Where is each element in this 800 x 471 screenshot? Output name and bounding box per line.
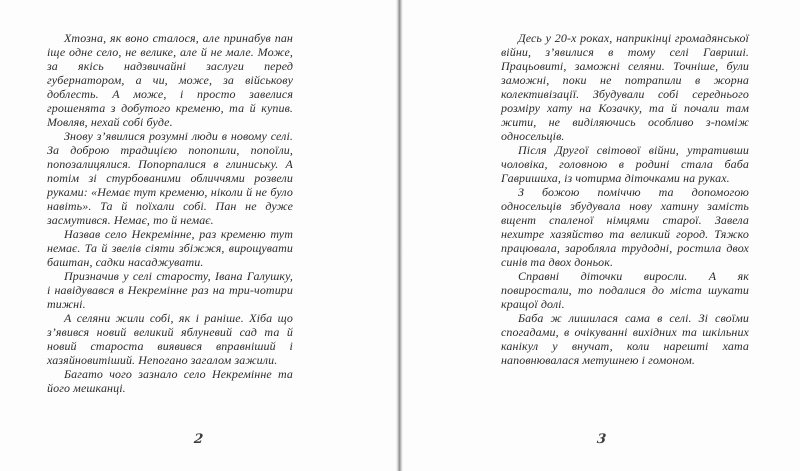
paragraph: З божою поміччю та допомогою односельців збудувала нову хатину замість вщент спаленої німцями старої. Завела нехитре хазяйство та великий город. Тяжко працювала, заробляла трудодні, ростила двох синів та двох доньок. xyxy=(501,185,749,269)
page-right xyxy=(403,0,800,471)
paragraph: Десь у 20-х роках, наприкінці громадянської війни, з’явилися в тому селі Гавриші. Працьовиті, заможні селяни. Точніше, були заможні, поки не потрапили в жорна колективізації. Збудували собі середнього розміру хату на Козачку, та й почали там жити, не виділяючись особливо з-поміж односельців. xyxy=(501,31,749,143)
page-number-left: 2 xyxy=(193,432,204,447)
page-left xyxy=(0,0,397,471)
paragraph: Знову з’явилися розумні люди в новому селі. За доброю традицією попопили, попоїли, попозалицялися. Попорпалися в глиниську. А потім зі стурбованими обличчями розвели руками: «Немає тут кременю, ніколи й не було навіть». Та й поїхали собі. Пан не дуже засмутився. Немає, то й немає. xyxy=(47,129,293,227)
paragraph: Багато чого зазнало село Некремінне та його мешканці. xyxy=(47,367,293,395)
paragraph: Призначив у селі старосту, Івана Галушку, і навідувався в Некремінне раз на три-чотири тижні. xyxy=(47,269,293,311)
paragraph: А селяни жили собі, як і раніше. Хіба що з’явився новий великий яблуневий сад та й новий староста виявився вправніший і хазяйновитіший. Непогано загалом зажили. xyxy=(47,311,293,367)
book-spine-divider xyxy=(396,0,403,471)
page-left-text-column xyxy=(47,31,293,395)
paragraph: Назвав село Некремінне, раз кременю тут немає. Та й звелів сіяти збіжжя, вирощувати баштан, садки насаджувати. xyxy=(47,227,293,269)
paragraph: Після Другої світової війни, утративши чоловіка, головною в родині стала баба Гавришиха, із чотирма діточками на руках. xyxy=(501,143,749,185)
page-right-text-column xyxy=(501,31,749,367)
paragraph: Баба ж лишилася сама в селі. Зі своїми спогадами, в очікуванні вихідних та шкільних канікул у внучат, коли нарешті хата наповнювалася метушнею і гомоном. xyxy=(501,311,749,367)
paragraph: Справні діточки виросли. А як повиростали, то подалися до міста шукати кращої долі. xyxy=(501,269,749,311)
page-number-right: 3 xyxy=(596,432,607,447)
paragraph: Хтозна, як воно сталося, але принабув пан іще одне село, не велике, але й не мале. Може, за якісь надзвичайні заслуги перед губернатором, а чи, може, за військову доблесть. А може, і просто завелися грошенята з добутого кременю, та й купив. Мовляв, нехай собі буде. xyxy=(47,31,293,129)
